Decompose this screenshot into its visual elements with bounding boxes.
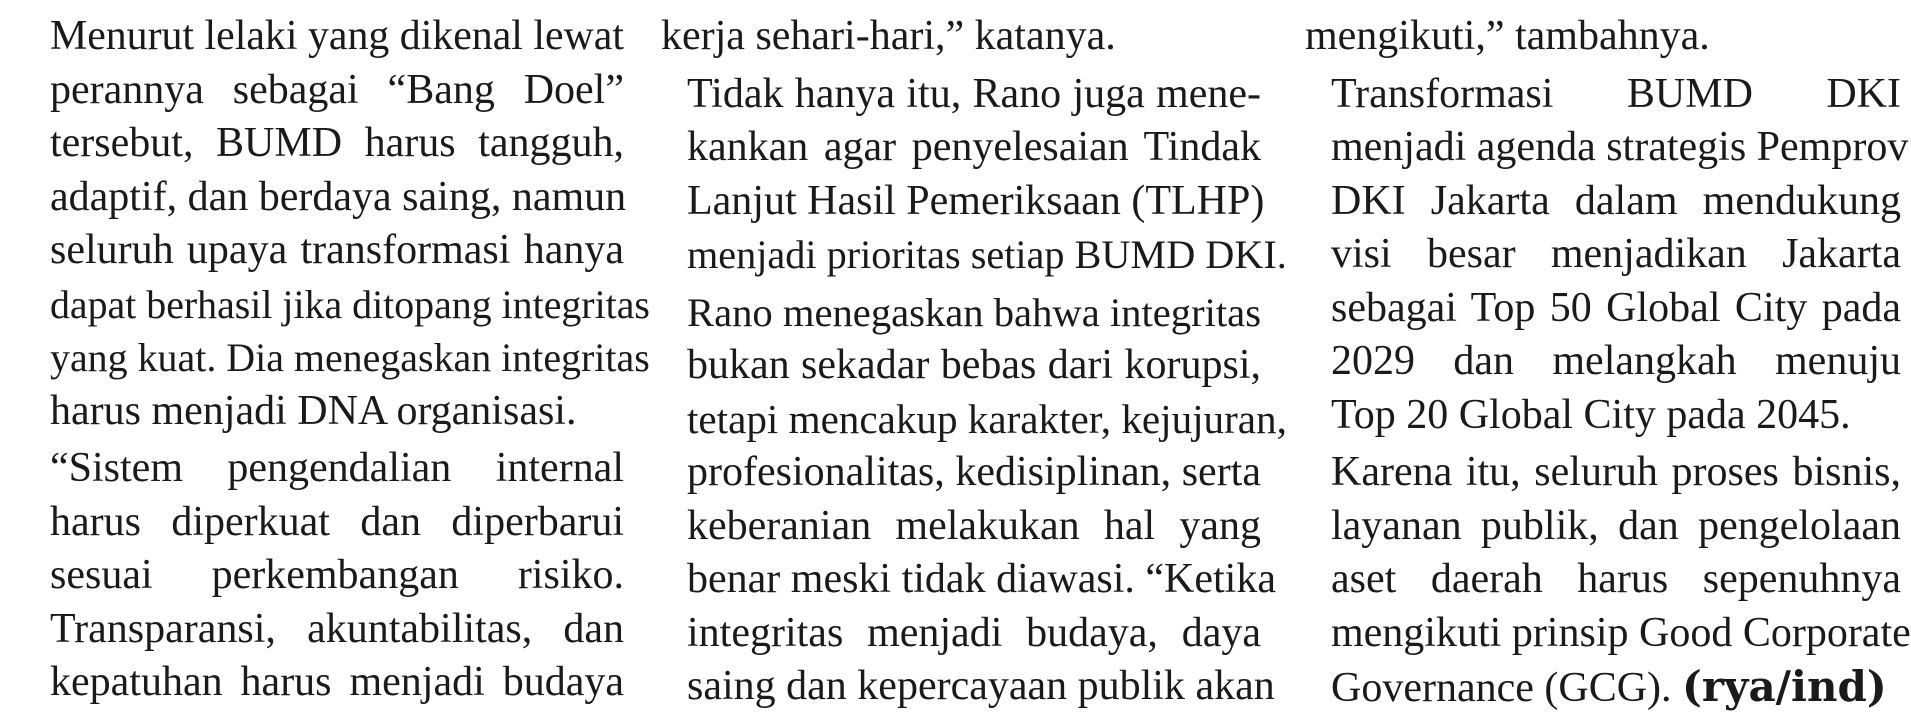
text-line: bukan sekadar bebas dari korupsi,: [687, 342, 1261, 388]
text-line: Transformasi BUMD DKI: [1331, 70, 1901, 117]
text-line: dapat berhasil jika ditopang integritas: [50, 281, 650, 327]
article-column-3: [1305, 10, 1911, 720]
text-line: aset daerah harus sepenuhnya: [1331, 556, 1901, 602]
text-line: layanan publik, dan pengelolaan: [1331, 502, 1901, 549]
text-line: DKI Jakarta dalam mendukung: [1331, 177, 1901, 224]
text-line: kankan agar penyelesaian Tindak: [687, 124, 1261, 170]
text-line: Top 20 Global City pada 2045.: [1331, 391, 1851, 438]
text-line: Karena itu, seluruh proses bisnis,: [1331, 449, 1901, 495]
text-line: harus diperkuat dan diperbarui: [50, 498, 624, 545]
text-line: mengikuti,” tambahnya.: [1305, 13, 1710, 59]
text-line: integritas menjadi budaya, daya: [687, 609, 1261, 656]
text-line: profesionalitas, kedisiplinan, serta: [687, 449, 1261, 495]
text-line: mengikuti prinsip Good Corporate: [1331, 609, 1911, 656]
text-line: kerja sehari-hari,” katanya.: [661, 13, 1116, 59]
article-paragraph: [661, 286, 1287, 714]
text-line: “Sistem pengendalian internal: [50, 445, 624, 491]
text-line: Menurut lelaki yang dikenal lewat: [50, 13, 624, 59]
text-line: menjadi prioritas setiap BUMD DKI.: [687, 232, 1287, 277]
text-line: menjadi agenda strategis Pemprov: [1331, 124, 1909, 170]
text-line: seluruh upaya transformasi hanya: [50, 227, 624, 273]
text-line: sebagai Top 50 Global City pada: [1331, 284, 1901, 331]
text-line: Transparansi, akuntabilitas, dan: [50, 605, 624, 652]
text-segment: Governance (GCG).: [1331, 665, 1683, 711]
text-line: 2029 dan melangkah menuju: [1331, 338, 1901, 384]
text-line: perannya sebagai “Bang Doel”: [50, 66, 624, 113]
text-line: tersebut, BUMD harus tangguh,: [50, 120, 624, 166]
article-paragraph: [661, 68, 1287, 282]
article-column-2: [661, 10, 1287, 718]
article-paragraph-continuation: [1305, 10, 1901, 64]
text-line: harus menjadi DNA organisasi.: [50, 387, 577, 434]
text-line: tetapi mencakup karakter, kejujuran,: [687, 395, 1287, 442]
article-paragraph: [24, 10, 650, 438]
text-line: sesuai perkembangan risiko.: [50, 552, 624, 598]
text-line: benar meski tidak diawasi. “Ketika: [687, 556, 1276, 602]
text-line: keberanian melakukan hal yang: [687, 502, 1261, 549]
article-paragraph: [1305, 446, 1911, 716]
text-line: Lanjut Hasil Pemeriksaan (TLHP): [687, 177, 1265, 224]
text-line: Tidak hanya itu, Rano juga mene-: [687, 70, 1261, 117]
article-paragraph: [24, 442, 624, 710]
text-line: adaptif, dan berdaya saing, namun: [50, 173, 627, 220]
text-line: visi besar menjadikan Jakarta: [1331, 231, 1901, 277]
text-line: kepatuhan harus menjadi budaya: [50, 659, 624, 705]
article-paragraph-continuation: [661, 10, 1261, 64]
article-paragraph: [1305, 68, 1909, 443]
text-line-final: [1305, 660, 1901, 716]
author-byline: (rya/ind): [1682, 662, 1887, 711]
text-line: saing dan kepercayaan publik akan: [687, 663, 1275, 709]
article-column-1: [24, 10, 650, 714]
text-line: yang kuat. Dia menegaskan integritas: [50, 335, 650, 380]
text-line: Rano menegaskan bahwa integritas: [687, 289, 1261, 335]
